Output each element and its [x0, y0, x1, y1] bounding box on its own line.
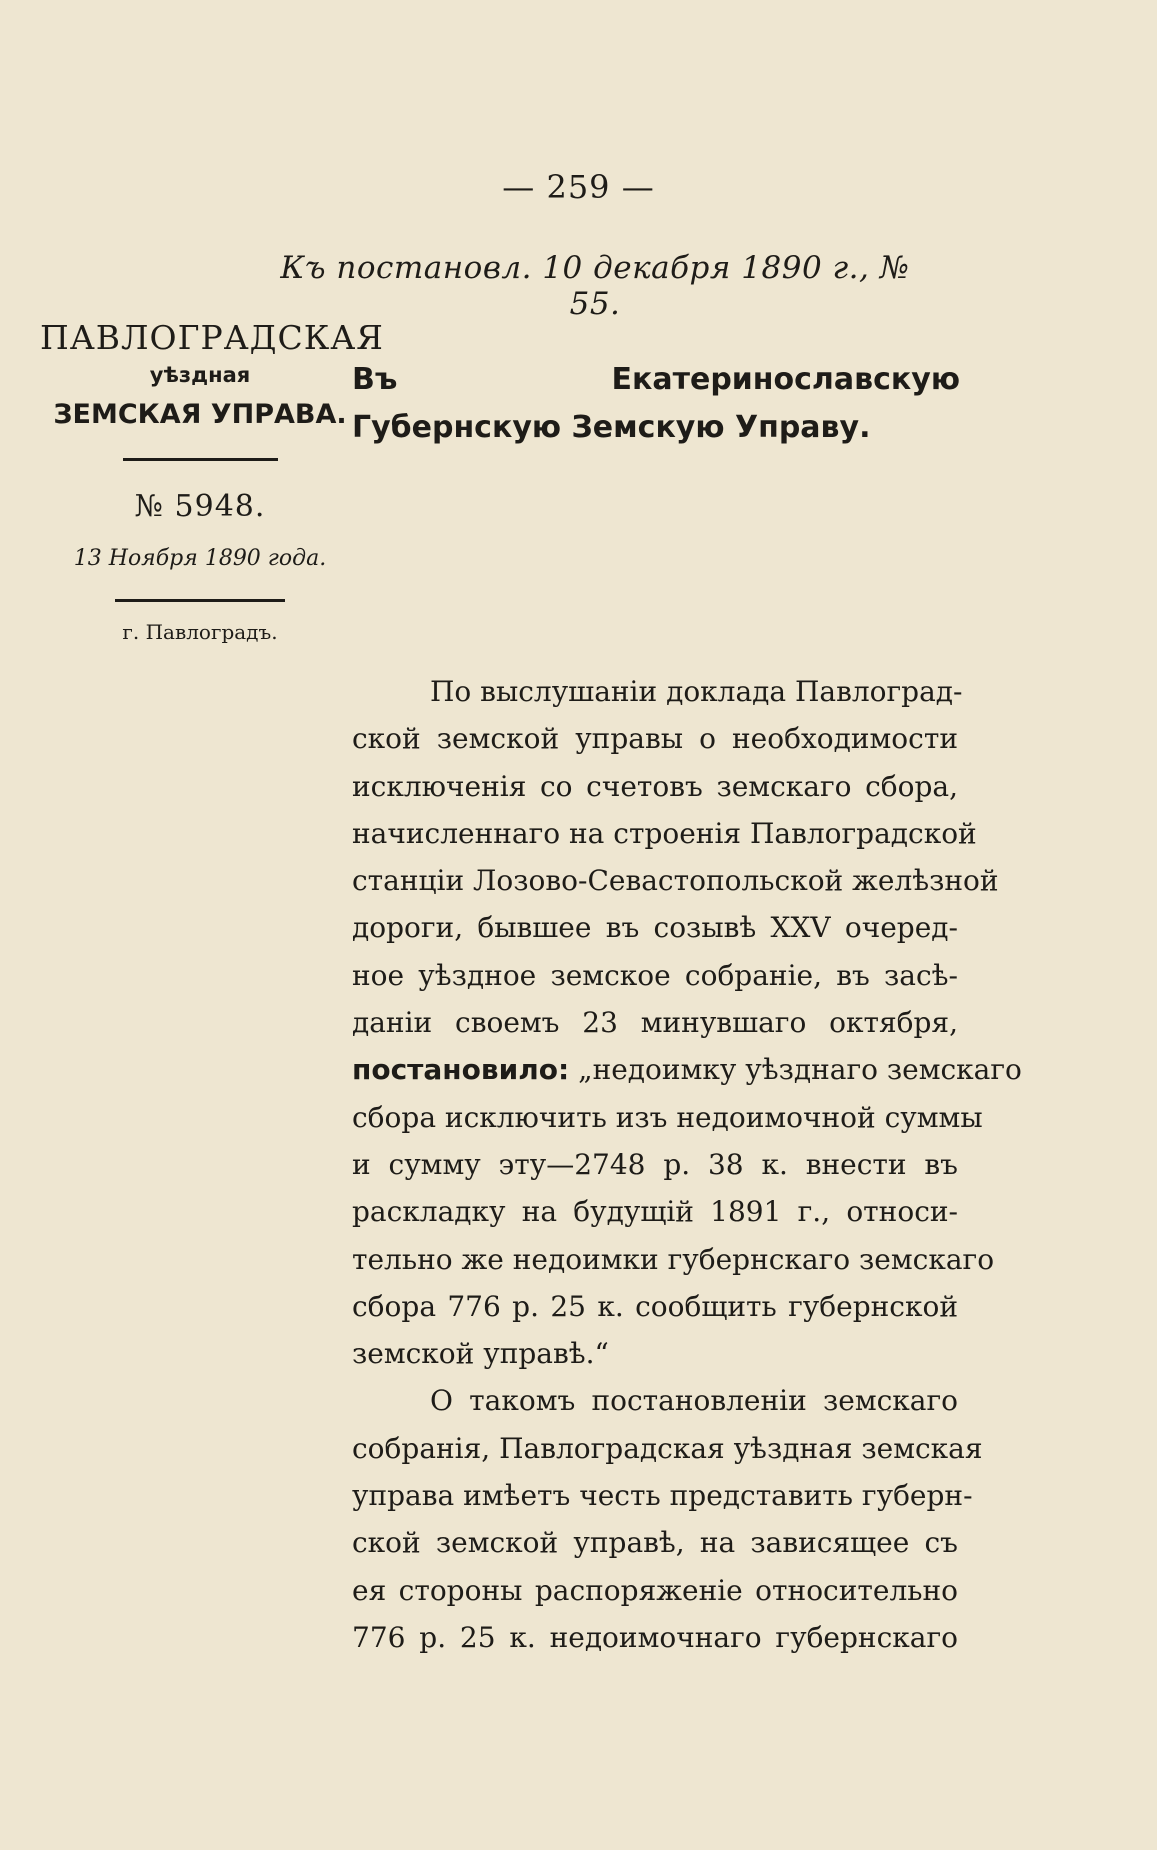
body-line: ской земской управы о необходимости [352, 722, 958, 756]
body-line: О такомъ постановленіи земскаго [430, 1384, 958, 1418]
body-line: сбора исключить изъ недоимочной суммы [352, 1100, 983, 1134]
body-line: начисленнаго на строенія Павлоградской [352, 816, 977, 850]
body-line: даніи своемъ 23 минувшаго октября, [352, 1006, 958, 1040]
body-line: собранія, Павлоградская уѣздная земская [352, 1431, 983, 1465]
body-line: ное уѣздное земское собраніе, въ засѣ- [352, 958, 958, 992]
document-place: г. Павлоградъ. [122, 620, 278, 644]
body-line: земской управѣ.“ [352, 1337, 609, 1371]
document-number: № 5948. [134, 489, 266, 524]
body-line: раскладку на будущій 1891 г., относи- [352, 1195, 958, 1229]
body-line: управа имѣетъ честь представить губерн- [352, 1479, 973, 1513]
addressee: Въ Екатеринославскую Губернскую Земскую Управу. [352, 362, 960, 445]
body-line: 776 р. 25 к. недоимочнаго губернскаго [352, 1620, 958, 1654]
body-text-span: „недоимку уѣзднаго земскаго [569, 1053, 1022, 1087]
reference-line: Къ постановл. 10 декабря 1890 г., № 55. [280, 250, 910, 322]
divider-rule [115, 599, 285, 602]
body-text [352, 668, 1022, 1661]
document-date: 13 Ноября 1890 года. [73, 546, 327, 571]
body-line: сбора 776 р. 25 к. сообщить губернской [352, 1289, 958, 1323]
body-line: ея стороны распоряженіе относительно [352, 1573, 958, 1607]
body-line: тельно же недоимки губернскаго земскаго [352, 1242, 995, 1276]
body-line: и сумму эту—2748 р. 38 к. внести въ [352, 1147, 958, 1181]
divider-rule [123, 458, 278, 461]
page-number: — 259 — [502, 168, 655, 206]
sender-line-1: ПАВЛОГРАДСКАЯ [40, 318, 384, 357]
body-line: станціи Лозово-Севастопольской желѣзной [352, 864, 999, 898]
sender-block [40, 318, 384, 644]
sender-line-3: ЗЕМСКАЯ УПРАВА. [53, 399, 347, 430]
body-line: По выслушаніи доклада Павлоград- [430, 675, 963, 708]
body-line: дороги, бывшее въ созывѣ XXV очеред- [352, 911, 958, 945]
body-line: исключенія со счетовъ земскаго сбора, [352, 769, 958, 803]
resolution-keyword: постановило: [352, 1053, 570, 1087]
body-line: ской земской управѣ, на зависящее съ [352, 1526, 958, 1560]
sender-line-2: уѣздная [149, 363, 251, 387]
body-line [352, 1046, 1022, 1093]
